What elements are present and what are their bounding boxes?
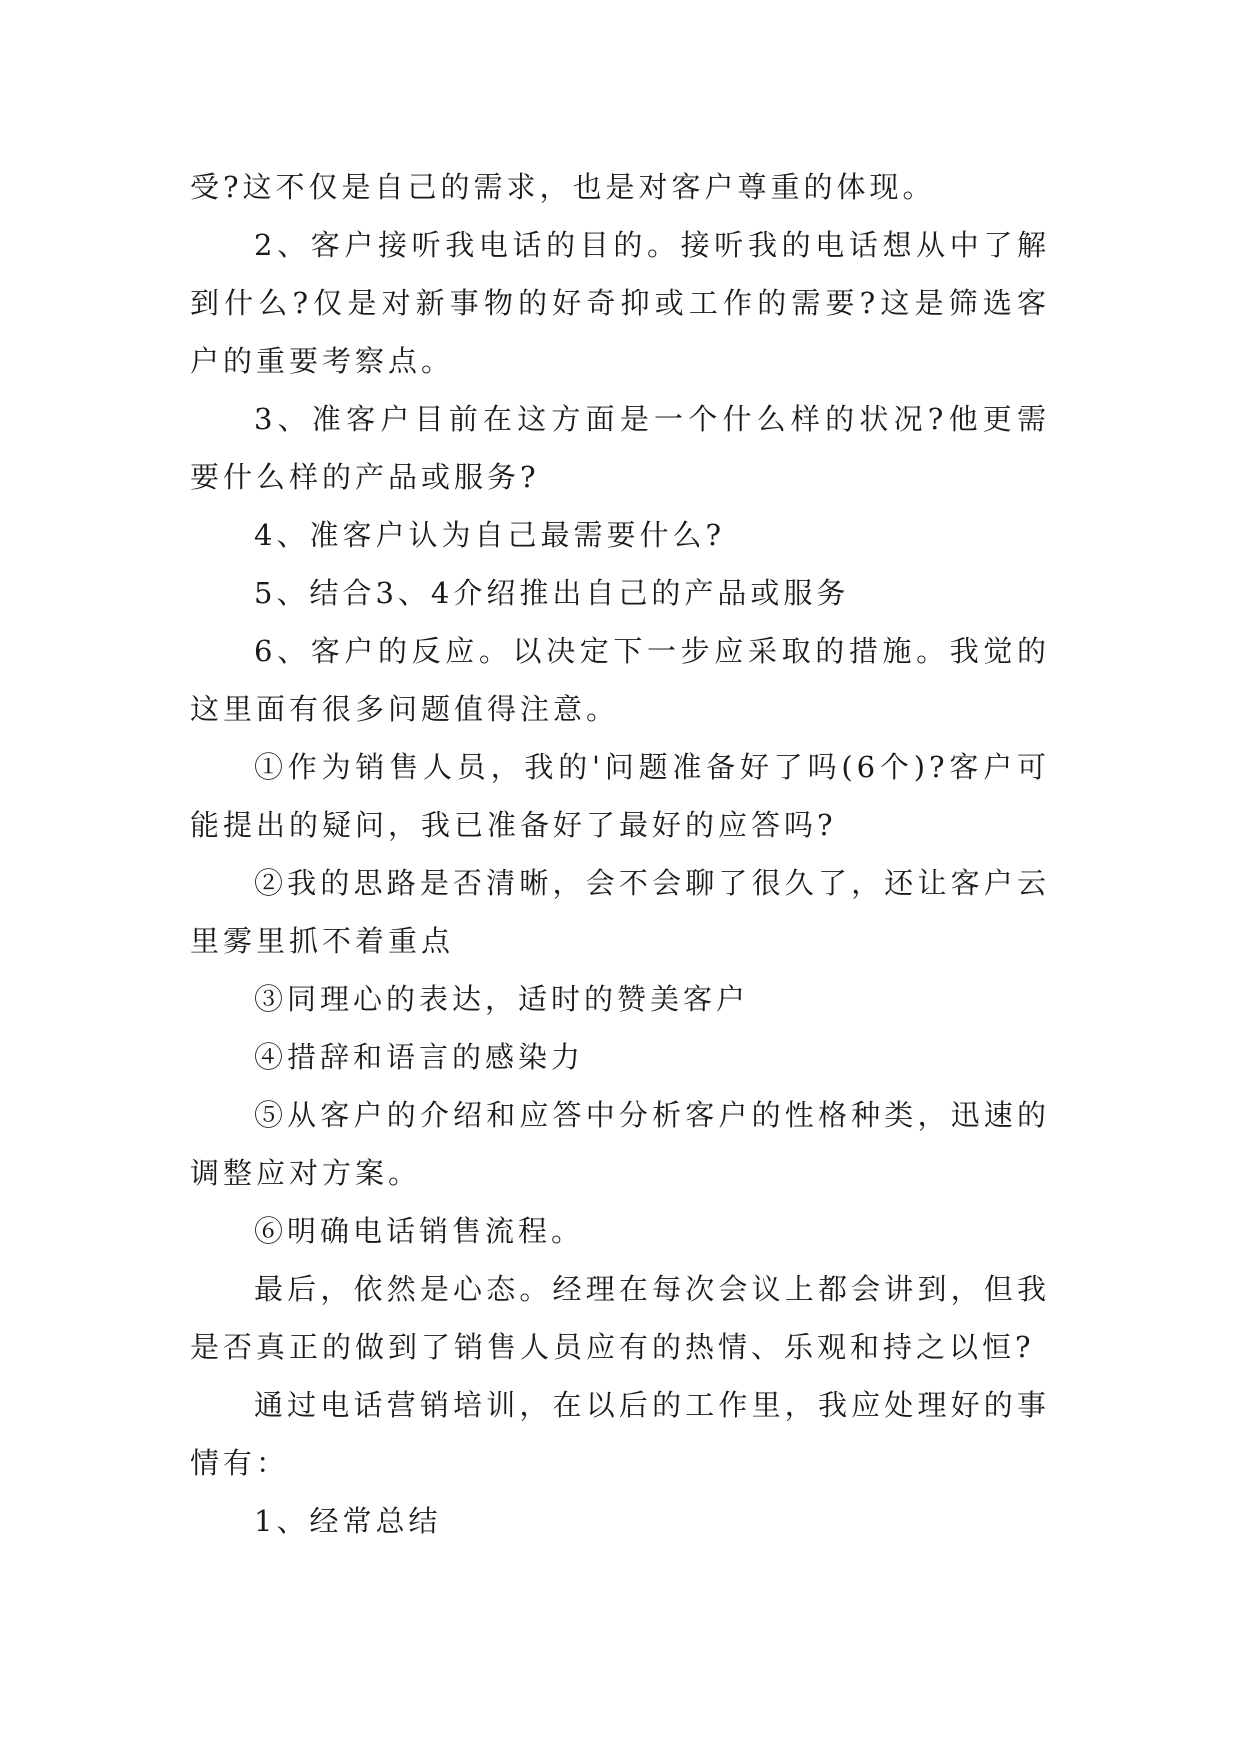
paragraph-8: ②我的思路是否清晰，会不会聊了很久了，还让客户云里雾里抓不着重点 [190, 866, 1050, 958]
paragraph-10: ④措辞和语言的感染力 [254, 1040, 585, 1074]
paragraph-1: 受?这不仅是自己的需求，也是对客户尊重的体现。 [190, 170, 936, 204]
paragraph-4: 4、准客户认为自己最需要什么? [254, 518, 725, 552]
paragraph-3: 3、准客户目前在这方面是一个什么样的状况?他更需要什么样的产品或服务? [190, 402, 1050, 494]
document-body [190, 158, 1050, 1550]
paragraph-12: ⑥明确电话销售流程。 [254, 1214, 585, 1248]
paragraph-6: 6、客户的反应。以决定下一步应采取的措施。我觉的这里面有很多问题值得注意。 [190, 634, 1050, 726]
paragraph-2: 2、客户接听我电话的目的。接听我的电话想从中了解到什么?仅是对新事物的好奇抑或工作的需要?这是筛选客户的重要考察点。 [190, 228, 1050, 378]
paragraph-13: 最后，依然是心态。经理在每次会议上都会讲到，但我是否真正的做到了销售人员应有的热情、乐观和持之以恒? [190, 1272, 1050, 1364]
paragraph-7: ①作为销售人员，我的'问题准备好了吗(6个)?客户可能提出的疑问，我已准备好了最好的应答吗? [190, 750, 1050, 842]
paragraph-14: 通过电话营销培训，在以后的工作里，我应处理好的事情有： [190, 1388, 1050, 1480]
paragraph-11: ⑤从客户的介绍和应答中分析客户的性格种类，迅速的调整应对方案。 [190, 1098, 1050, 1190]
paragraph-5: 5、结合3、4介绍推出自己的产品或服务 [254, 576, 850, 610]
paragraph-9: ③同理心的表达，适时的赞美客户 [254, 982, 750, 1016]
paragraph-15: 1、经常总结 [254, 1504, 442, 1538]
